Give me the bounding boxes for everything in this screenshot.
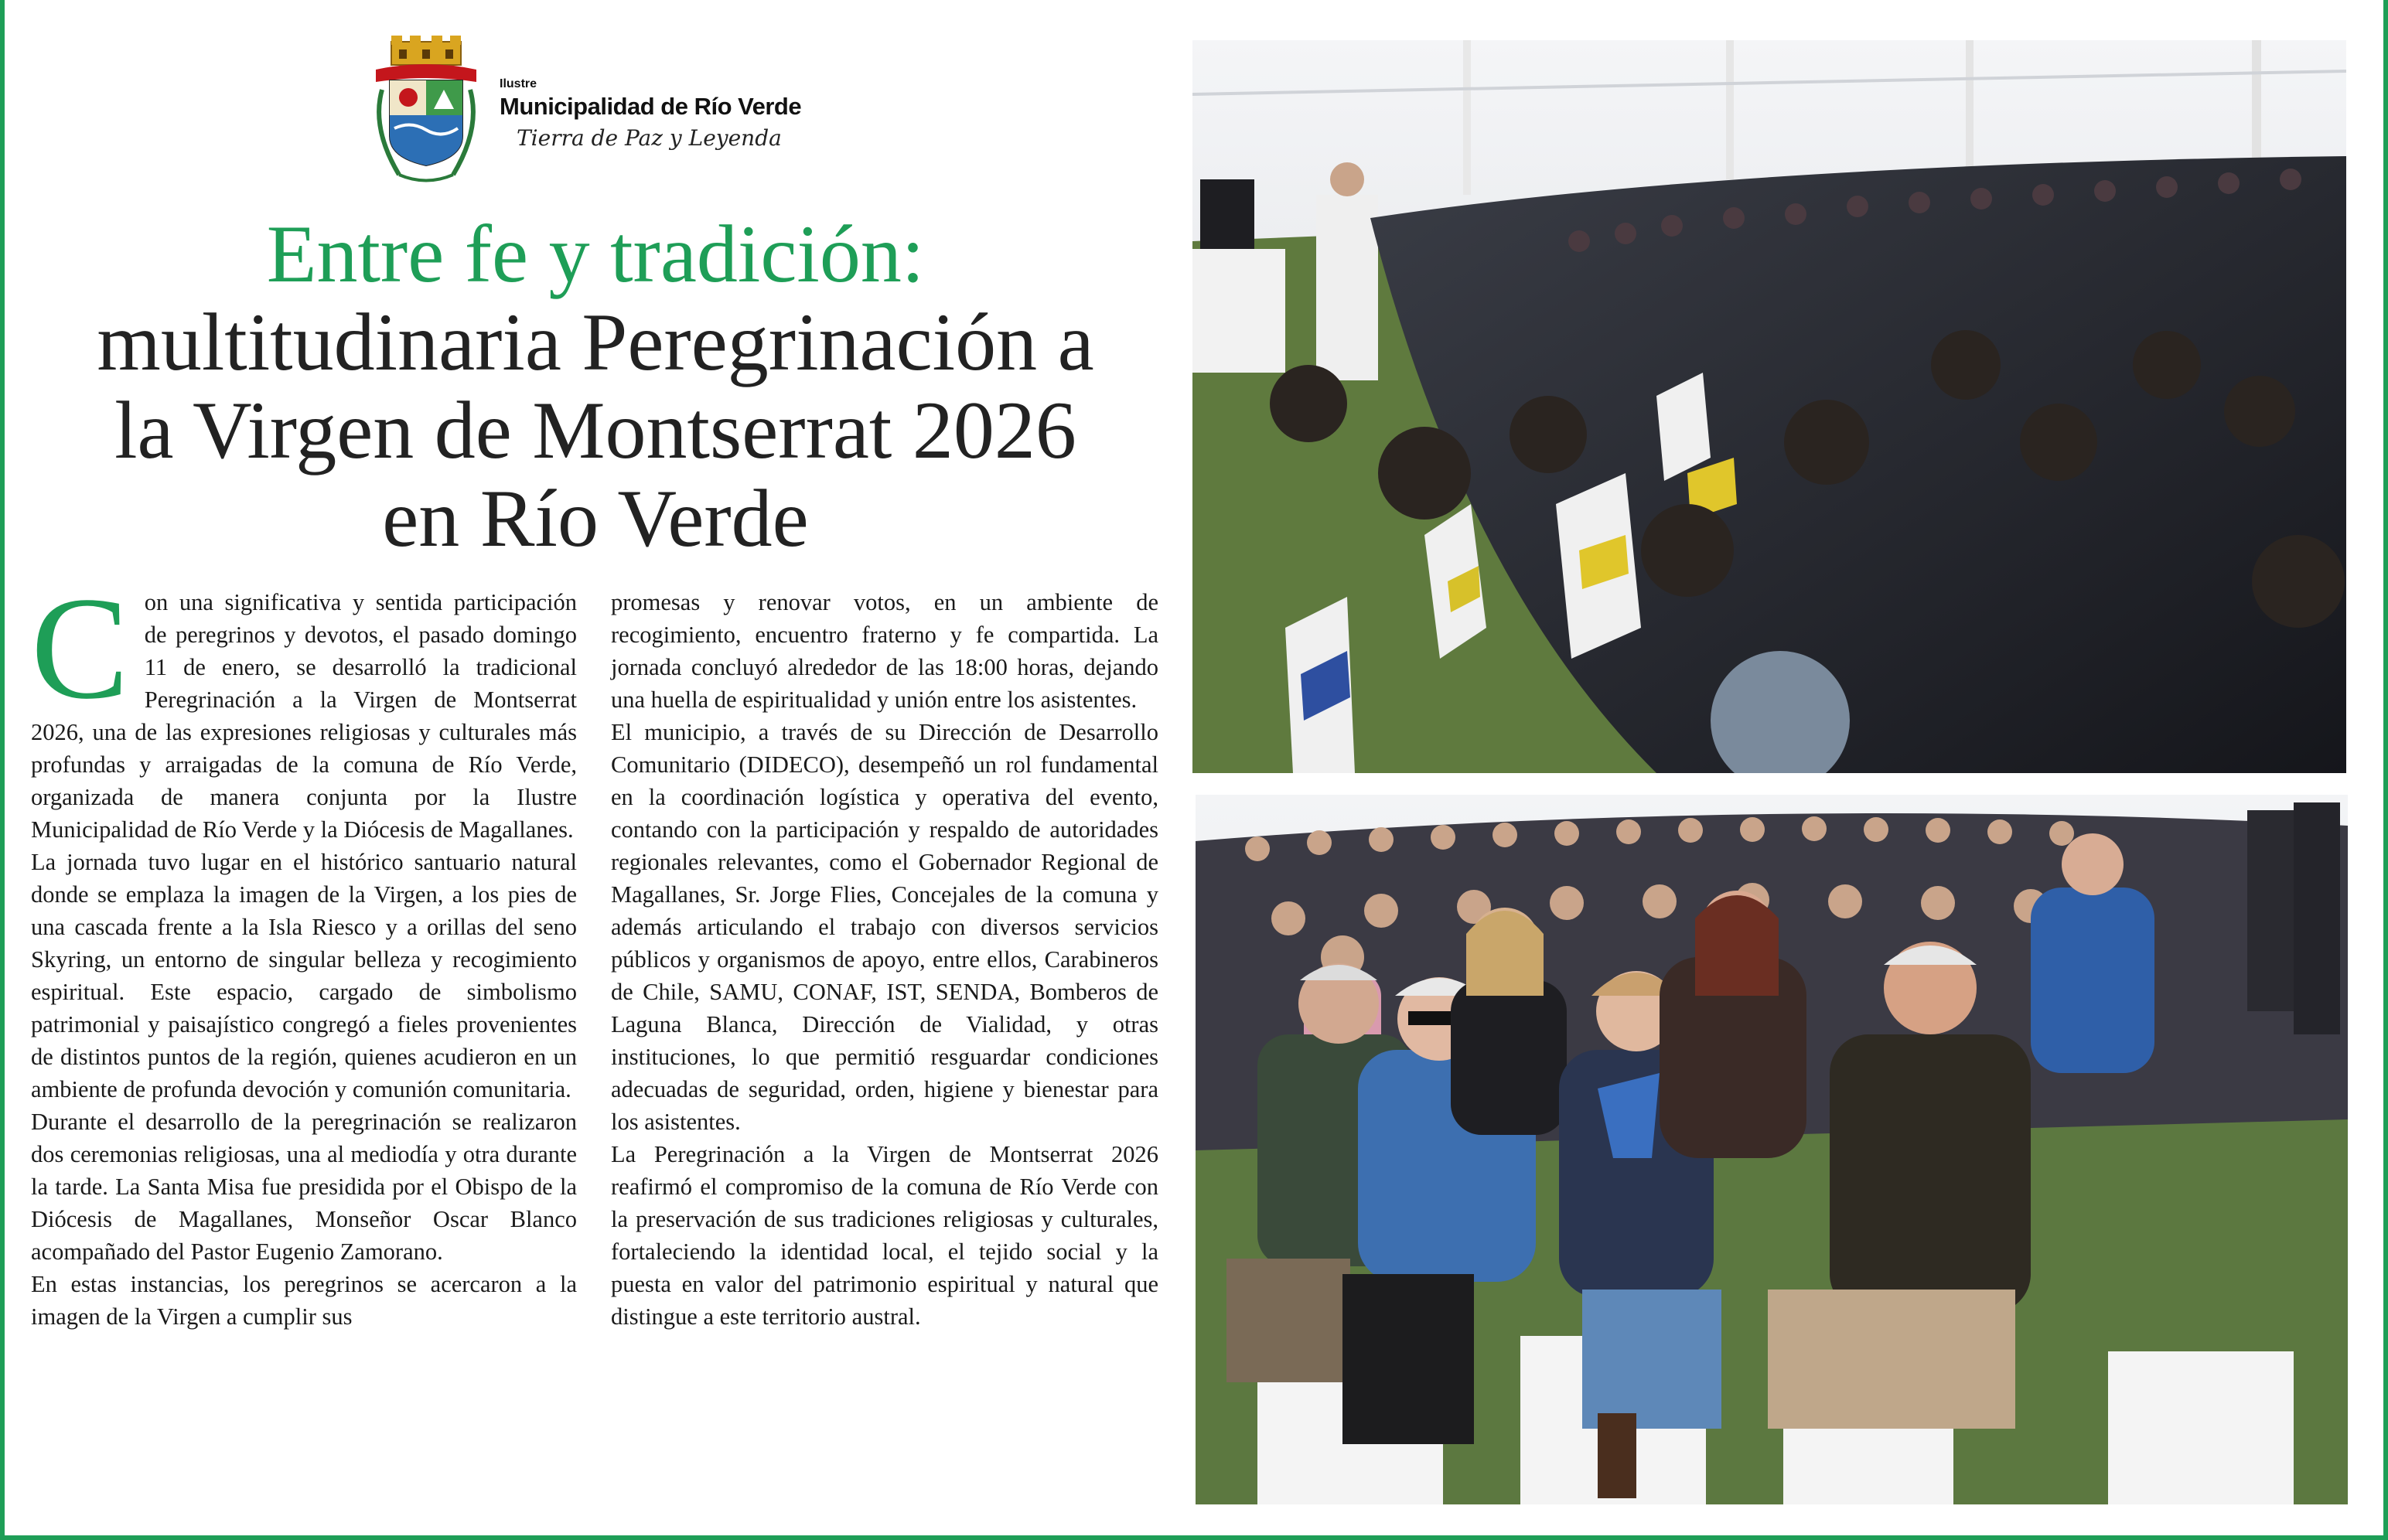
photo-mass-under-tent: [1192, 40, 2346, 773]
article-column-2: [611, 586, 1158, 1333]
logo-municipality-name: Municipalidad de Río Verde: [500, 93, 802, 120]
article-column-1: [31, 567, 577, 1333]
article-headline: [31, 210, 1160, 563]
headline-line-2: multitudinaria Peregrinación a: [97, 297, 1094, 387]
municipal-logo: [368, 36, 832, 190]
logo-tagline: Tierra de Paz y Leyenda: [517, 125, 782, 151]
photo-attendees-seated: [1196, 795, 2348, 1504]
headline-line-1: Entre fe y tradición:: [266, 209, 925, 299]
page-border-bottom: [0, 1535, 2388, 1540]
headline-line-3: la Virgen de Montserrat 2026: [114, 385, 1076, 475]
page-border-left: [0, 0, 5, 1540]
paragraph: La Peregrinación a la Virgen de Montserrat 2026 reafirmó el compromiso de la comuna de Río Verde con la preservación de sus tradiciones religiosas y culturales, fortaleciendo la identidad local, el tejido social y la puesta en valor del patrimonio espiritual y natural que distingue a este territorio austral.: [611, 1141, 1158, 1330]
paragraph: El municipio, a través de su Dirección de Desarrollo Comunitario (DIDECO), desempeñó un rol fundamental en la coordinación logística y operativa del evento, contando con la participación y respaldo de autoridades regionales relevantes, como el Gobernador Regional de Magallanes, Sr. Jorge Flies, Concejales de la comuna y además articulando el trabajo con diversos servicios públicos y organismos de apoyo, entre ellos, Carabineros de Chile, SAMU, CONAF, IST, SENDA, Bomberos de Laguna Blanca, Dirección de Vialidad, y otras instituciones, lo que permitió resguardar condiciones adecuadas de seguridad, orden, higiene y bienestar para los asistentes.: [611, 719, 1158, 1135]
coat-of-arms-icon: [368, 36, 484, 190]
logo-ilustre-text: Ilustre: [500, 77, 537, 90]
paragraph: Durante el desarrollo de la peregrinación se realizaron dos ceremonias religiosas, una al mediodía y otra durante la tarde. La Santa Misa fue presidida por el Obispo de la Diócesis de Magallanes, Monseñor Oscar Blanco acompañado del Pastor Eugenio Zamorano.: [31, 1109, 577, 1265]
paragraph: La jornada tuvo lugar en el histórico santuario natural donde se emplaza la imagen de la Virgen, a los pies de una cascada frente a la Isla Riesco y a orillas del seno Skyring, un entorno de singular belleza y recogimiento espiritual. Este espacio, cargado de simbolismo patrimonial y paisajístico congregó a fieles provenientes de distintos puntos de la región, quienes acudieron en un ambiente de profunda devoción y comunión comunitaria.: [31, 849, 577, 1102]
paragraph: promesas y renovar votos, en un ambiente de recogimiento, encuentro fraterno y fe compartida. La jornada concluyó alrededor de las 18:00 horas, dejando una huella de espiritualidad y unión entre los asistentes.: [611, 589, 1158, 713]
paragraph: on una significativa y sentida participación de peregrinos y devotos, el pasado domingo 11 de enero, se desarrolló la tradicional Peregrinación a la Virgen de Montserrat 2026, una de las expresiones religiosas y culturales más profundas y arraigadas de la comuna de Río Verde, organizada de manera conjunta por la Ilustre Municipalidad de Río Verde y la Diócesis de Magallanes.: [31, 589, 577, 843]
headline-line-4: en Río Verde: [382, 473, 809, 564]
paragraph: En estas instancias, los peregrinos se acercaron a la imagen de la Virgen a cumplir sus: [31, 1271, 577, 1330]
drop-cap: C: [31, 567, 129, 730]
page-border-right: [2383, 0, 2388, 1540]
